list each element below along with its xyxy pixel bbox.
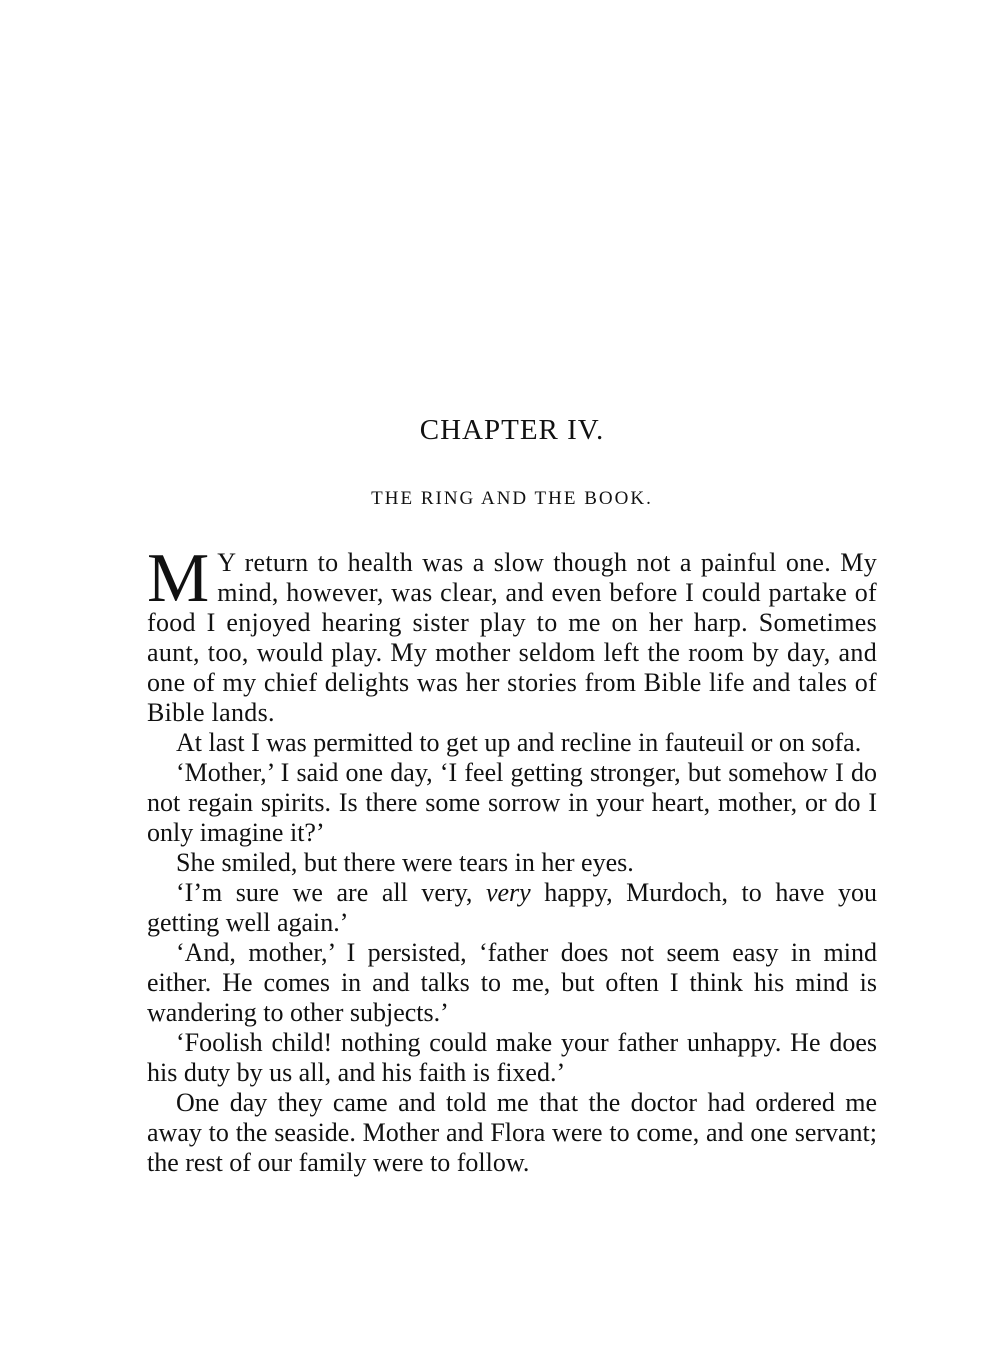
paragraph-4: She smiled, but there were tears in her eyes. <box>176 848 634 877</box>
paragraph-7: ‘Foolish child! nothing could make your father unhappy. He does his duty by us all, and his faith is fixed.’ <box>147 1028 877 1087</box>
paragraph-5-text-a: ‘I’m sure we are all very, <box>176 878 486 907</box>
paragraph-8: One day they came and told me that the doctor had ordered me away to the seaside. Mother and Flora were to come, and one servant; the rest of our family were to follow. <box>147 1088 877 1177</box>
paragraph-1-text: Y return to health was a slow though not a painful one. My mind, however, was clear, and even before I could partake of food I enjoyed hearing sister play to me on her harp. Sometimes aunt, too, would play. My mother seldom left the room by day, and one of my chief delights was her stories from Bible life and tales of Bible lands. <box>147 548 877 727</box>
paragraph-3: ‘Mother,’ I said one day, ‘I feel getting stronger, but somehow I do not regain spirits. Is there some sorrow in your heart, mother, or do I only imagine it?’ <box>147 758 877 847</box>
paragraph-2: At last I was permitted to get up and recline in fauteuil or on sofa. <box>176 728 862 757</box>
chapter-heading: CHAPTER IV. <box>419 414 605 446</box>
paragraph-6: ‘And, mother,’ I persisted, ‘father does not seem easy in mind either. He comes in and talks to me, but often I think his mind is wandering to other subjects.’ <box>147 938 877 1027</box>
chapter-body <box>147 540 877 1178</box>
drop-cap: M <box>147 540 210 617</box>
paragraph-5-text-b: happy, Murdoch, to have you getting well again.’ <box>147 878 877 937</box>
paragraph-1 <box>147 540 877 728</box>
chapter-subtitle: THE RING AND THE BOOK. <box>371 488 653 509</box>
paragraph-5 <box>147 878 877 938</box>
emphasis-very: very <box>485 878 531 907</box>
